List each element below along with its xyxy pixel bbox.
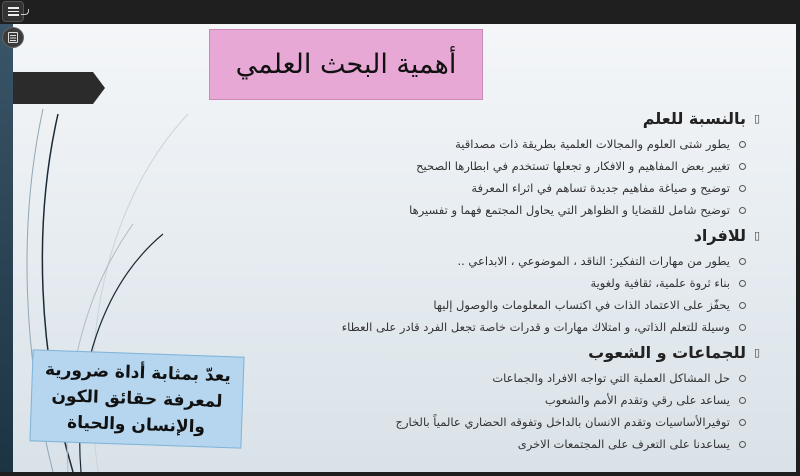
circle-bullet-icon xyxy=(739,163,746,170)
callout-text: يعدّ بمثابة أداة ضرورية لمعرفة حقائق الكون والإنسان والحياة xyxy=(44,359,232,438)
circle-bullet-icon xyxy=(739,397,746,404)
arrow-shape xyxy=(13,72,105,104)
slide-left-strip xyxy=(0,24,13,476)
list-item: يساعد على رقي وتقدم الأمم والشعوب xyxy=(263,389,768,411)
circle-bullet-icon xyxy=(739,141,746,148)
list-item: تغيير بعض المفاهيم و الافكار و تجعلها تستخدم في ابطارها الصحيح xyxy=(263,155,768,177)
circle-bullet-icon xyxy=(739,280,746,287)
circle-bullet-icon xyxy=(739,258,746,265)
slide-title: أهمية البحث العلمي xyxy=(235,49,457,80)
document-list-icon[interactable] xyxy=(2,27,24,48)
list-item: بناء ثروة علمية، ثقافية ولغوية xyxy=(263,272,768,294)
circle-bullet-icon xyxy=(739,419,746,426)
list-item: توفيرالأساسيات وتقدم الانسان بالداخل وتفوقه الحضاري عالمياً بالخارج xyxy=(263,411,768,433)
circle-bullet-icon xyxy=(739,375,746,382)
list-item: حل المشاكل العملية التي تواجه الافراد والجماعات xyxy=(263,367,768,389)
section-societies xyxy=(263,338,768,455)
section-individuals xyxy=(263,221,768,338)
circle-bullet-icon xyxy=(739,207,746,214)
circle-bullet-icon xyxy=(739,324,746,331)
circle-bullet-icon xyxy=(739,185,746,192)
square-bullet-icon: ▯ xyxy=(753,346,761,359)
list-item: وسيلة للتعلم الذاتي، و امتلاك مهارات و قدرات خاصة تجعل الفرد قادر على العطاء xyxy=(263,316,768,338)
list-item: يحفّز على الاعتماد الذات في اكتساب المعلومات والوصول إليها xyxy=(263,294,768,316)
viewer-right-edge xyxy=(796,24,800,476)
list-item: توضيح و صياغة مفاهيم جديدة تساهم في اثراء المعرفة xyxy=(263,177,768,199)
section-heading: ▯ بالنسبة للعلم xyxy=(263,104,768,133)
list-item: يطور شتى العلوم والمجالات العلمية بطريقة ذات مصداقية xyxy=(263,133,768,155)
list-item: يساعدنا على التعرف على المجتمعات الاخرى xyxy=(263,433,768,455)
section-heading: ▯ للافراد xyxy=(263,221,768,250)
slide-content xyxy=(263,104,768,455)
square-bullet-icon: ▯ xyxy=(753,229,761,242)
circle-bullet-icon xyxy=(739,302,746,309)
list-item: يطور من مهارات التفكير: الناقد ، الموضوعي ، الابداعي .. xyxy=(263,250,768,272)
callout-box xyxy=(29,349,244,448)
viewer-bottom-edge xyxy=(0,472,800,476)
section-science xyxy=(263,104,768,221)
slide-title-box xyxy=(209,29,483,100)
slide xyxy=(13,24,796,472)
list-item: توضيح شامل للقضايا و الظواهر التي يحاول المجتمع فهما و تفسيرها xyxy=(263,199,768,221)
section-heading: ▯ للجماعات و الشعوب xyxy=(263,338,768,367)
circle-bullet-icon xyxy=(739,441,746,448)
square-bullet-icon: ▯ xyxy=(753,112,761,125)
viewer-toolbar xyxy=(0,0,800,24)
